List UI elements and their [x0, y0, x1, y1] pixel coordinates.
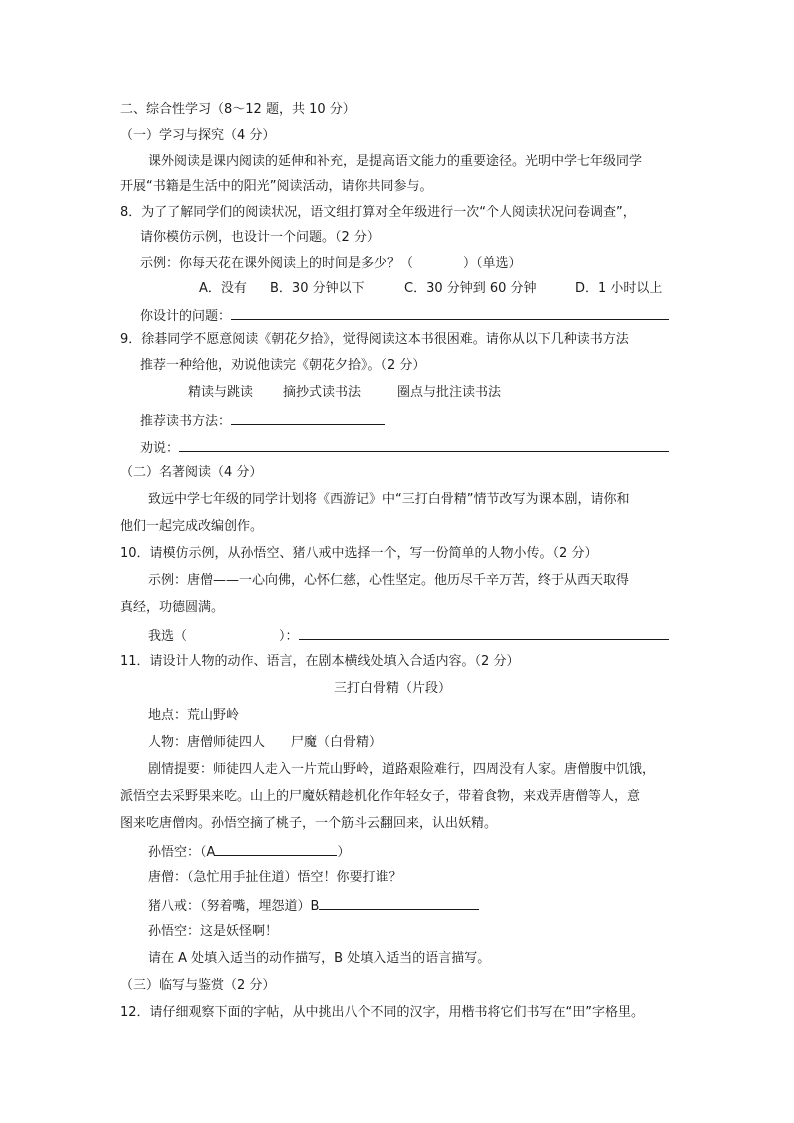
blank-b-line[interactable] — [319, 896, 479, 910]
q8-answer-line[interactable] — [231, 306, 669, 320]
q8-design-label: 你设计的问题： — [140, 309, 232, 324]
wukong-a-suffix: ） — [337, 845, 351, 860]
q10-choose — [148, 626, 669, 644]
q8-line2: 请你模仿示例，也设计一个问题。（2 分） — [140, 230, 380, 245]
section-heading: 二、综合性学习（8～12 题，共 10 分） — [120, 102, 356, 117]
q8-example-prefix: 示例：你每天花在课外阅读上的时间是多少？（ — [140, 256, 414, 271]
q8-line1: 8．为了了解同学们的阅读状况，语文组打算对全年级进行一次“个人阅读状况问卷调查”， — [120, 205, 636, 220]
q9-recommend-label: 推荐读书方法： — [140, 414, 232, 429]
q8-option-d: D．1 小时以上 — [575, 281, 663, 296]
q10-example-line1: 示例：唐僧——一心向佛，心怀仁慈，心性坚定。他历尽千辛万苦，终于从西天取得 — [148, 573, 630, 588]
part3-heading: （三）临写与鉴赏（2 分） — [120, 978, 276, 993]
q10-line1: 10．请模仿示例，从孙悟空、猪八戒中选择一个，写一份简单的人物小传。（2 分） — [120, 546, 598, 561]
q8-option-c: C．30 分钟到 60 分钟 — [404, 281, 537, 296]
play-plot-line3: 图来吃唐僧肉。孙悟空摘了桃子，一个筋斗云翻回来，认出妖精。 — [120, 816, 498, 831]
play-plot-line2: 派悟空去采野果来吃。山上的尸魔妖精趁机化作年轻女子，带着食物，来戏弄唐僧等人，意 — [120, 789, 641, 804]
q11-line1: 11．请设计人物的动作、语言，在剧本横线处填入合适内容。（2 分） — [120, 654, 520, 669]
q9-recommend — [140, 411, 385, 429]
play-plot-line1: 剧情提要：师徒四人走入一片荒山野岭，道路艰险难行，四周没有人家。唐僧腹中饥饿， — [148, 762, 656, 777]
bajie-b-prefix: 猪八戒：（努着嘴，埋怨道）B — [148, 899, 320, 914]
play-place: 地点：荒山野岭 — [148, 708, 240, 723]
q11-instruction: 请在 A 处填入适当的动作描写，B 处填入适当的语言描写。 — [148, 951, 491, 966]
q8-option-a: A．没有 — [199, 281, 247, 296]
q8-option-b: B．30 分钟以下 — [270, 281, 365, 296]
play-title: 三打白骨精（片段） — [334, 681, 452, 696]
q9-persuade — [140, 438, 669, 456]
q9-persuade-line[interactable] — [179, 438, 669, 452]
q10-choose-prefix: 我选（ — [148, 629, 188, 644]
q9-line2: 推荐一种给他，劝说他读完《朝花夕拾》。（2 分） — [140, 358, 426, 373]
q12-line1: 12．请仔细观察下面的字帖，从中挑出八个不同的汉字，用楷书将它们书写在“田”字格里。 — [120, 1005, 645, 1020]
q8-example — [140, 255, 522, 273]
q9-persuade-label: 劝说： — [140, 441, 180, 456]
play-characters: 人物：唐僧师徒四人 尸魔（白骨精） — [148, 735, 383, 750]
q9-method-3: 圈点与批注读书法 — [397, 385, 502, 400]
play-bajie-b — [148, 896, 479, 914]
part1-intro-line2: 开展“书籍是生活中的阳光”阅读活动，请你共同参与。 — [120, 179, 433, 194]
q8-example-suffix: ）（单选） — [463, 256, 522, 271]
wukong-a-prefix: 孙悟空：（A — [148, 845, 216, 860]
part2-heading: （二）名著阅读（4 分） — [120, 465, 263, 480]
part2-intro-line2: 他们一起完成改编创作。 — [120, 519, 264, 534]
q9-recommend-line[interactable] — [231, 411, 385, 425]
part1-intro-line1: 课外阅读是课内阅读的延伸和补充，是提高语文能力的重要途径。光明中学七年级同学 — [148, 154, 643, 169]
q9-methods — [188, 384, 501, 402]
part2-intro-line1: 致远中学七年级的同学计划将《西游记》中“三打白骨精”情节改写为课本剧，请你和 — [148, 492, 630, 507]
play-wukong-2: 孙悟空：这是妖怪啊！ — [148, 924, 279, 939]
play-wukong-a — [148, 842, 350, 860]
play-tangseng: 唐僧：（急忙用手扯住道）悟空！你要打谁？ — [148, 870, 402, 885]
q10-example-line2: 真经，功德圆满。 — [120, 600, 225, 615]
part1-heading: （一）学习与探究（4 分） — [120, 128, 276, 143]
q8-design — [140, 306, 669, 324]
q10-answer-line[interactable] — [299, 626, 669, 640]
q9-method-1: 精读与跳读 — [188, 385, 254, 400]
blank-a-line[interactable] — [215, 842, 337, 856]
q10-choose-suffix: ）： — [279, 629, 299, 644]
q9-line1: 9．徐碁同学不愿意阅读《朝花夕拾》，觉得阅读这本书很困难。请你从以下几种读书方法 — [120, 332, 629, 347]
q9-method-2: 摘抄式读书法 — [283, 385, 362, 400]
